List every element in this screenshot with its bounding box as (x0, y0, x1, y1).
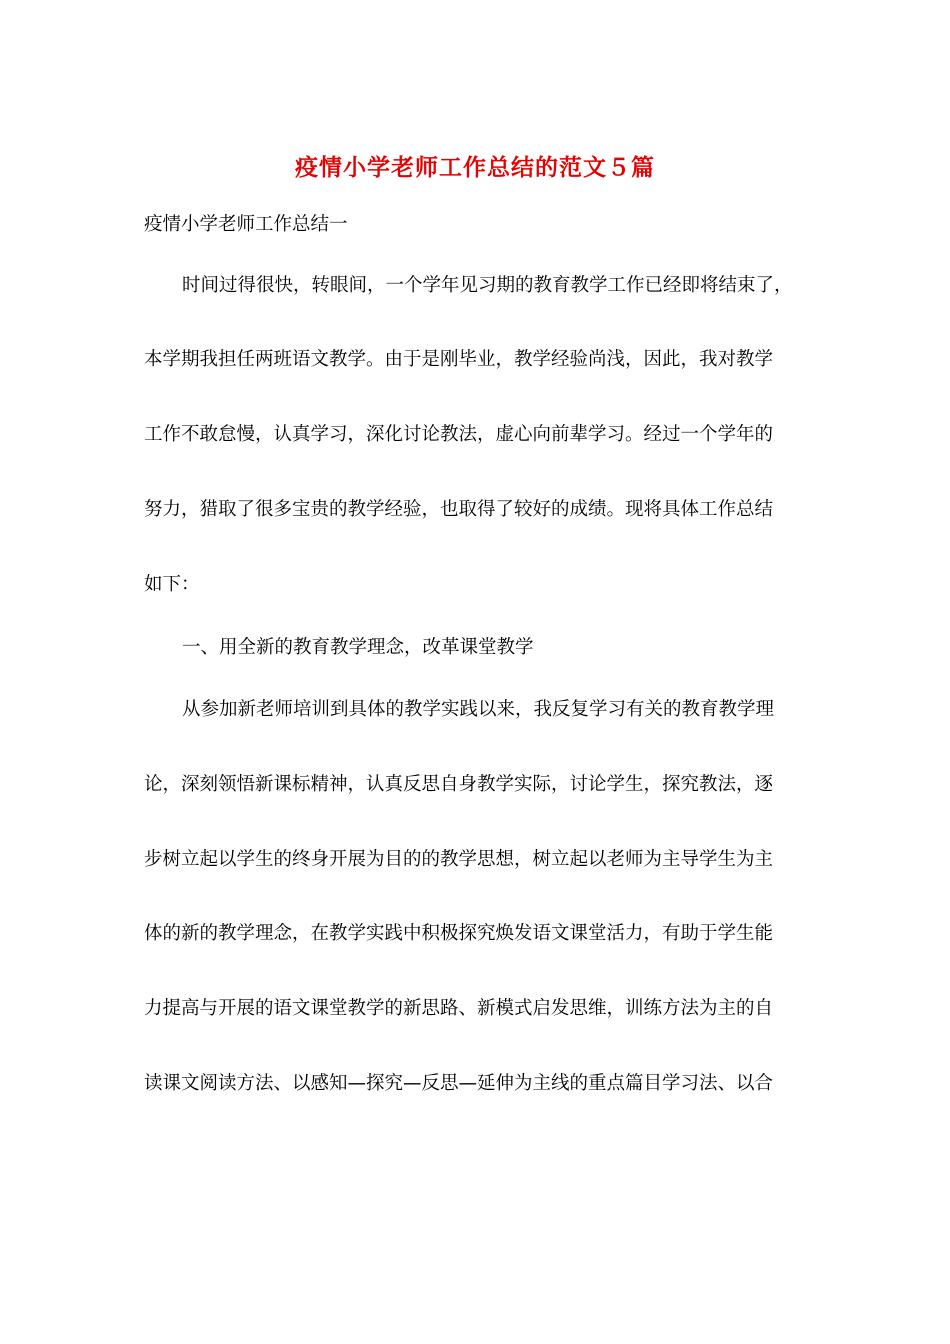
paragraph-line: 本学期我担任两班语文教学。由于是刚毕业，教学经验尚浅，因此，我对教学 (144, 349, 774, 370)
subheading: 一、用全新的教育教学理念，改革课堂教学 (182, 637, 534, 658)
paragraph-line: 时间过得很快，转眼间，一个学年见习期的教育教学工作已经即将结束了， (182, 275, 793, 296)
paragraph-line: 论，深刻领悟新课标精神，认真反思自身教学实际，讨论学生，探究教法，逐 (144, 774, 774, 795)
paragraph-line: 努力，猎取了很多宝贵的教学经验，也取得了较好的成绩。现将具体工作总结 (144, 499, 774, 520)
paragraph-line: 如下： (144, 574, 200, 595)
paragraph-line: 从参加新老师培训到具体的教学实践以来，我反复学习有关的教育教学理 (182, 699, 775, 720)
paragraph-line: 读课文阅读方法、以感知—探究—反思—延伸为主线的重点篇目学习法、以合 (144, 1073, 774, 1094)
paragraph-line: 工作不敢怠慢，认真学习，深化讨论教法，虚心向前辈学习。经过一个学年的 (144, 424, 774, 445)
paragraph-line: 步树立起以学生的终身开展为目的的教学思想，树立起以老师为主导学生为主 (144, 849, 774, 870)
paragraph-line: 力提高与开展的语文课堂教学的新思路、新模式启发思维，训练方法为主的自 (144, 998, 774, 1019)
section-heading: 疫情小学老师工作总结一 (144, 214, 348, 235)
paragraph-line: 体的新的教学理念，在教学实践中积极探究焕发语文课堂活力，有助于学生能 (144, 923, 774, 944)
document-title: 疫情小学老师工作总结的范文５篇 (295, 154, 655, 181)
